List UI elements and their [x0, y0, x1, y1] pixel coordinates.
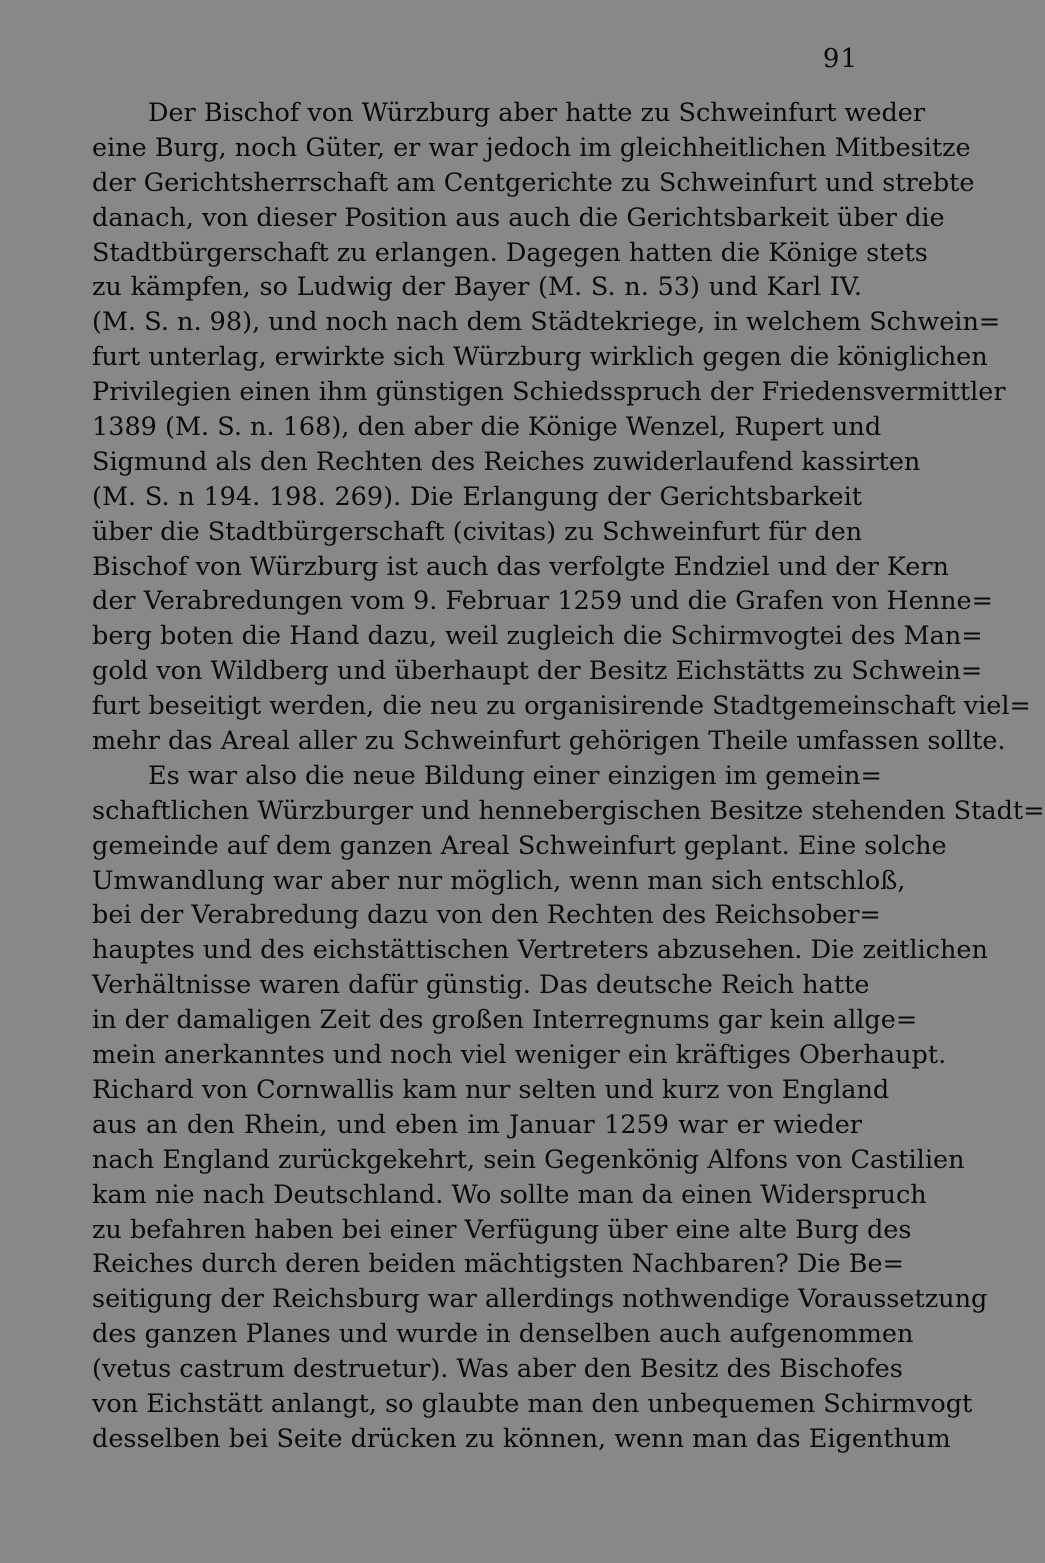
- text-line: schaftlichen Würzburger und hennebergischen Besitze stehenden Stadt=: [92, 795, 1045, 826]
- text-line: Es war also die neue Bildung einer einzigen im gemein=: [148, 760, 882, 791]
- text-line: aus an den Rhein, und eben im Januar 1259 war er wieder: [92, 1109, 862, 1140]
- text-line: Stadtbürgerschaft zu erlangen. Dagegen hatten die Könige stets: [92, 237, 928, 268]
- text-line: furt unterlag, erwirkte sich Würzburg wirklich gegen die königlichen: [92, 342, 988, 373]
- text-line: gold von Wildberg und überhaupt der Besitz Eichstätts zu Schwein=: [92, 656, 983, 687]
- text-line: desselben bei Seite drücken zu können, wenn man das Eigenthum: [92, 1423, 951, 1454]
- text-line: Der Bischof von Würzburg aber hatte zu Schweinfurt weder: [148, 98, 926, 128]
- text-line: bei der Verabredung dazu von den Rechten des Reichsober=: [92, 900, 881, 931]
- body-text: [92, 96, 1045, 1457]
- text-line: hauptes und des eichstättischen Vertreters abzusehen. Die zeitlichen: [92, 935, 988, 966]
- text-line: der Verabredungen vom 9. Februar 1259 und die Grafen von Henne=: [92, 586, 993, 617]
- paragraph: [92, 759, 1045, 1457]
- text-line: Verhältnisse waren dafür günstig. Das deutsche Reich hatte: [92, 970, 870, 1001]
- text-line: nach England zurückgekehrt, sein Gegenkönig Alfons von Castilien: [92, 1144, 965, 1175]
- text-line: (M. S. n. 98), und noch nach dem Städtekriege, in welchem Schwein=: [92, 307, 1001, 338]
- text-line: von Eichstätt anlangt, so glaubte man den unbequemen Schirmvogt: [92, 1388, 973, 1419]
- text-line: Reiches durch deren beiden mächtigsten Nachbaren? Die Be=: [92, 1249, 904, 1280]
- text-line: Umwandlung war aber nur möglich, wenn man sich entschloß,: [92, 865, 906, 896]
- text-line: kam nie nach Deutschland. Wo sollte man da einen Widerspruch: [92, 1179, 927, 1210]
- text-line: 1389 (M. S. n. 168), den aber die Könige Wenzel, Rupert und: [92, 412, 882, 443]
- text-line: mein anerkanntes und noch viel weniger ein kräftiges Oberhaupt.: [92, 1040, 947, 1071]
- text-line: gemeinde auf dem ganzen Areal Schweinfurt geplant. Eine solche: [92, 830, 947, 861]
- text-line: berg boten die Hand dazu, weil zugleich die Schirmvogtei des Man=: [92, 621, 983, 652]
- text-line: mehr das Areal aller zu Schweinfurt gehörigen Theile umfassen sollte.: [92, 726, 1006, 757]
- text-line: über die Stadtbürgerschaft (civitas) zu Schweinfurt für den: [92, 516, 863, 547]
- text-line: furt beseitigt werden, die neu zu organisirende Stadtgemeinschaft viel=: [92, 691, 1031, 722]
- text-line: Richard von Cornwallis kam nur selten und kurz von England: [92, 1074, 890, 1105]
- text-line: Privilegien einen ihm günstigen Schiedsspruch der Friedensvermittler: [92, 377, 1006, 408]
- text-line: eine Burg, noch Güter, er war jedoch im gleichheitlichen Mitbesitze: [92, 132, 971, 163]
- text-line: in der damaligen Zeit des großen Interregnums gar kein allge=: [92, 1005, 918, 1036]
- text-line: des ganzen Planes und wurde in denselben auch aufgenommen: [92, 1319, 914, 1350]
- paragraph: [92, 96, 1031, 759]
- page-number: 91: [822, 44, 858, 74]
- text-line: zu kämpfen, so Ludwig der Bayer (M. S. n. 53) und Karl IV.: [92, 272, 862, 303]
- text-line: seitigung der Reichsburg war allerdings nothwendige Voraussetzung: [92, 1284, 988, 1315]
- text-line: (M. S. n 194. 198. 269). Die Erlangung der Gerichtsbarkeit: [92, 481, 862, 512]
- text-line: zu befahren haben bei einer Verfügung über eine alte Burg des: [92, 1214, 912, 1245]
- text-line: danach, von dieser Position aus auch die Gerichtsbarkeit über die: [92, 202, 945, 233]
- text-line: Sigmund als den Rechten des Reiches zuwiderlaufend kassirten: [92, 446, 921, 477]
- text-line: (vetus castrum destruetur). Was aber den Besitz des Bischofes: [92, 1354, 903, 1385]
- text-line: der Gerichtsherrschaft am Centgerichte zu Schweinfurt und strebte: [92, 167, 975, 198]
- text-line: Bischof von Würzburg ist auch das verfolgte Endziel und der Kern: [92, 551, 949, 582]
